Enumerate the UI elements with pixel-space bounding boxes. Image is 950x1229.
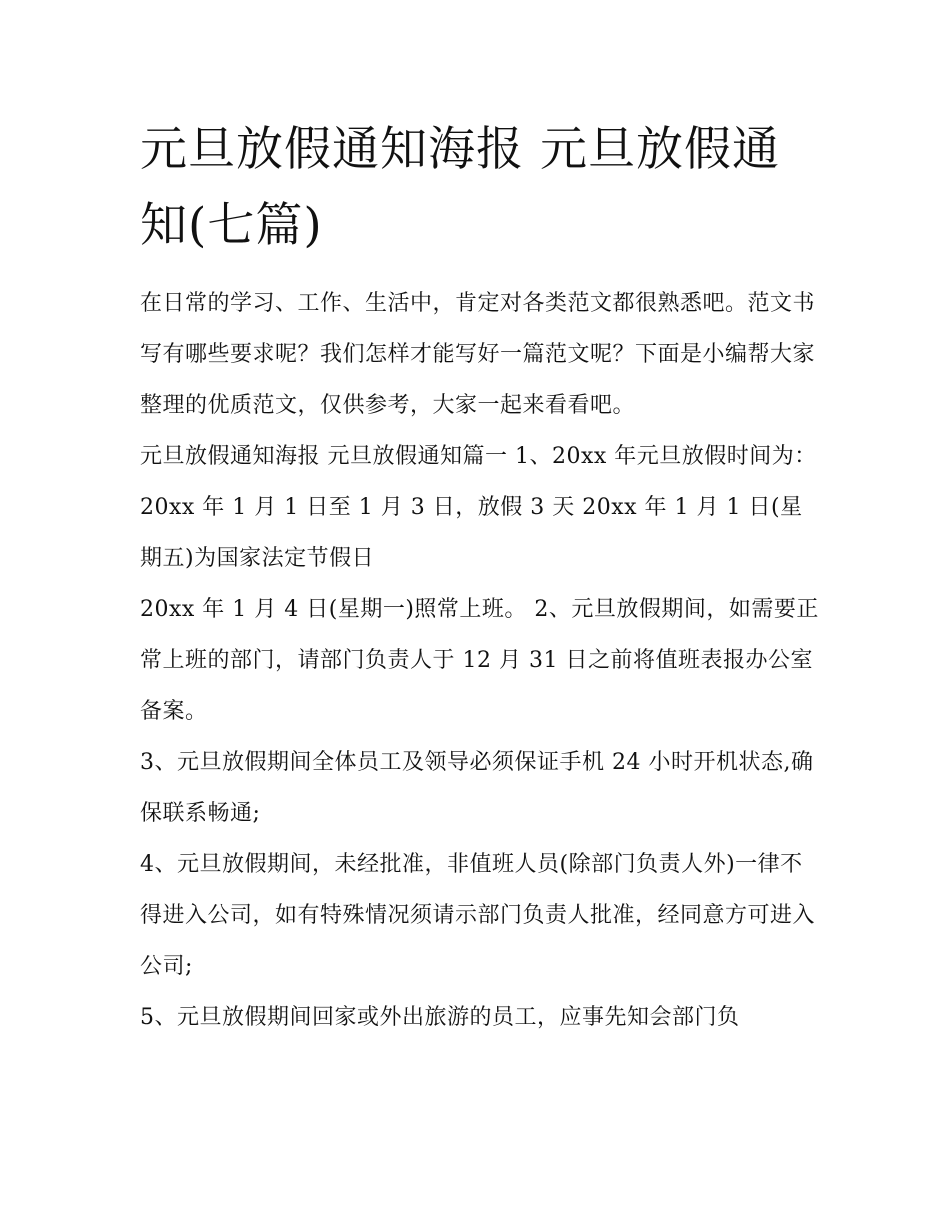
notice-paragraph-3: 3、元旦放假期间全体员工及领导必须保证手机 24 小时开机状态,确保联系畅通; <box>140 750 814 826</box>
document-title: 元旦放假通知海报 元旦放假通知(七篇) <box>140 122 780 253</box>
notice-paragraph-4: 4、元旦放假期间，未经批准，非值班人员(除部门负责人外)一律不得进入公司，如有特殊情况须请示部门负责人批准，经同意方可进入公司; <box>140 852 816 979</box>
notice-paragraph-5: 5、元旦放假期间回家或外出旅游的员工，应事先知会部门负 <box>140 1005 740 1030</box>
notice-paragraph-1: 元旦放假通知海报 元旦放假通知篇一 1、20xx 年元旦放假时间为： 20xx 年 1 月 1 日至 1 月 3 日，放假 3 天 20xx 年 1 月 1 日(星期五)为国家法定节假日 <box>140 444 817 571</box>
document-page <box>140 112 820 1043</box>
notice-paragraph-2: 20xx 年 1 月 4 日(星期一)照常上班。 2、元旦放假期间，如需要正常上班的部门，请部门负责人于 12 月 31 日之前将值班表报办公室备案。 <box>140 597 819 724</box>
intro-paragraph: 在日常的学习、工作、生活中，肯定对各类范文都很熟悉吧。范文书写有哪些要求呢？我们怎样才能写好一篇范文呢？下面是小编帮大家整理的优质范文，仅供参考，大家一起来看看吧。 <box>140 291 816 418</box>
